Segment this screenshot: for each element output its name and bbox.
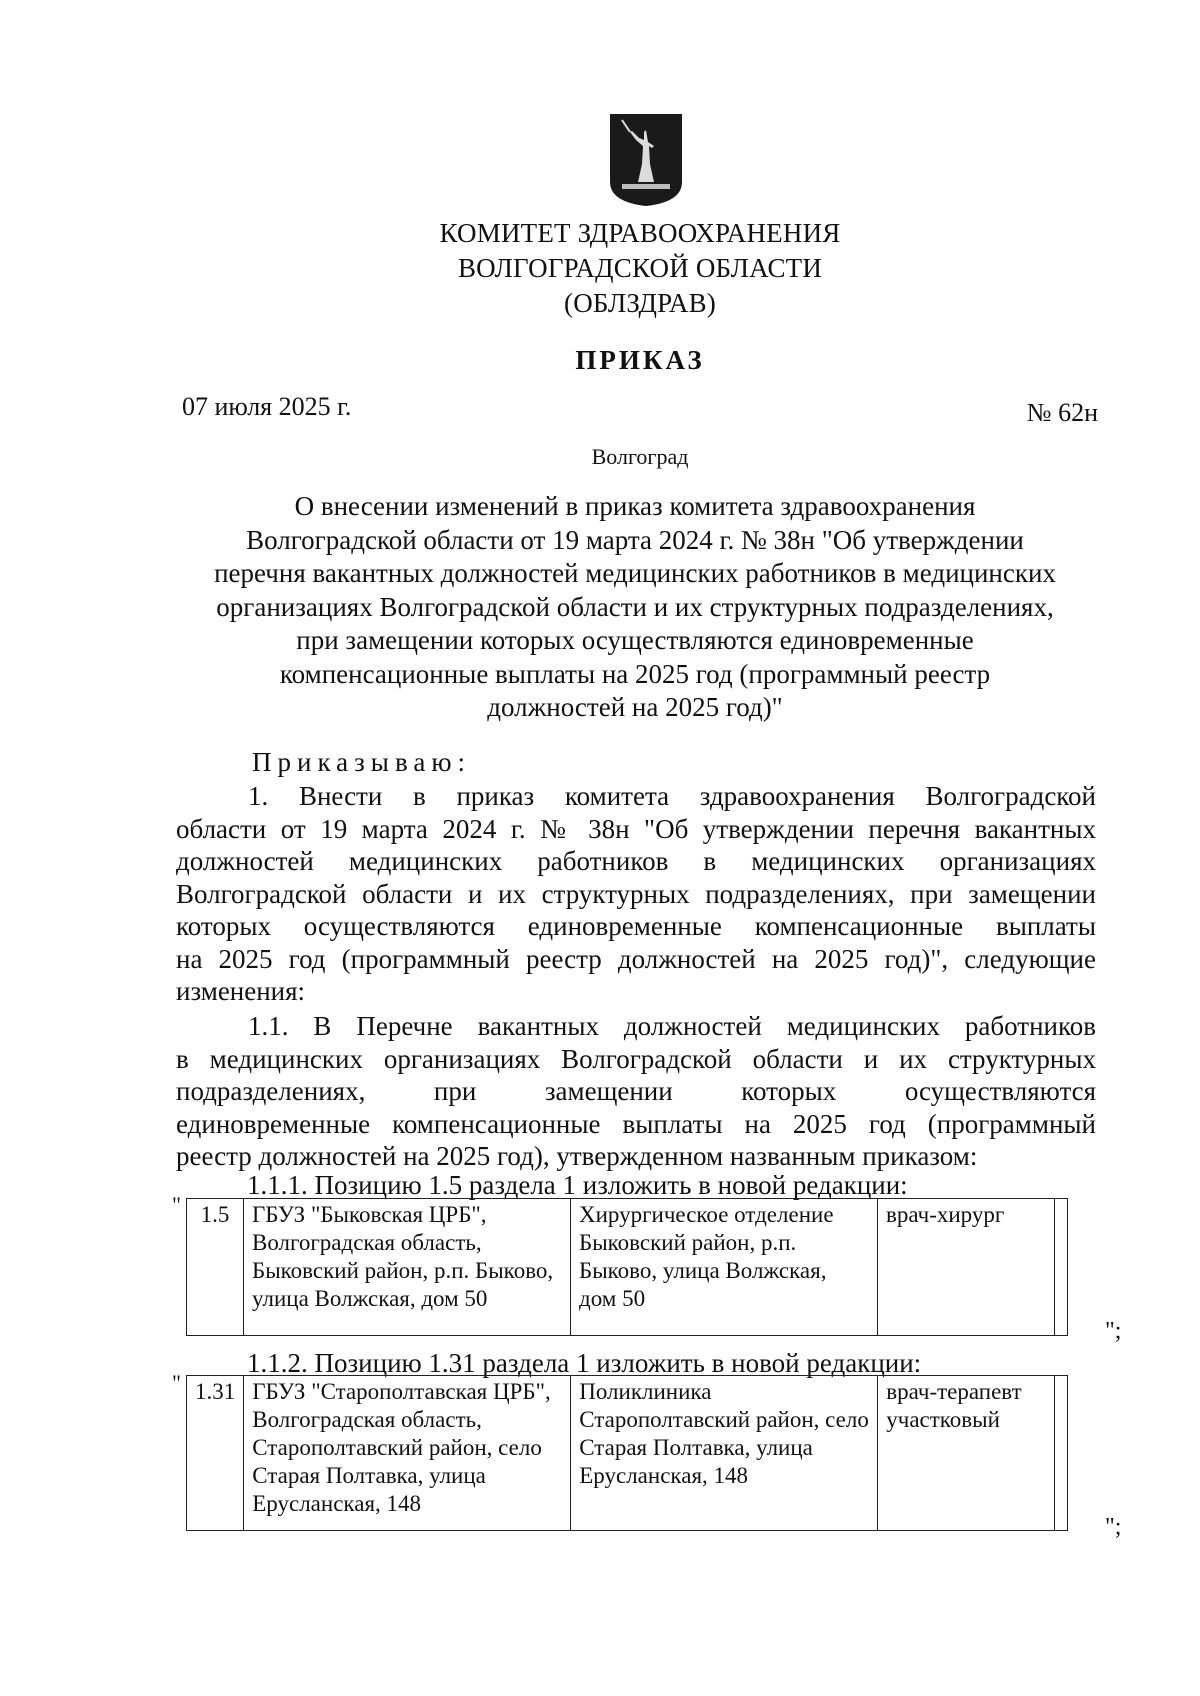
document-city: Волгоград bbox=[591, 444, 689, 469]
paragraph-1-1 bbox=[176, 1010, 1096, 1173]
document-number: № 62н bbox=[1026, 398, 1098, 427]
org-line: (ОБЛЗДРАВ) bbox=[564, 288, 716, 318]
organization-name bbox=[300, 216, 980, 321]
org-line: ВОЛГОГРАДСКОЙ ОБЛАСТИ bbox=[457, 253, 823, 283]
quote-open-mark: " bbox=[172, 1192, 181, 1217]
table-row bbox=[187, 1199, 1068, 1336]
order-word: Приказываю: bbox=[252, 747, 471, 777]
paragraph-line: 1. Внести в приказ комитета здравоохранения Волгоградской bbox=[248, 781, 1096, 811]
org-line: КОМИТЕТ ЗДРАВООХРАНЕНИЯ bbox=[439, 218, 841, 248]
document-type: ПРИКАЗ bbox=[575, 345, 705, 375]
subject-line: перечня вакантных должностей медицинских работников в медицинских bbox=[214, 558, 1056, 588]
document-date: 07 июля 2025 г. bbox=[182, 392, 352, 421]
table-cell-position: врач-терапевт участковый bbox=[878, 1376, 1055, 1531]
subject-line: компенсационные выплаты на 2025 год (программный реестр bbox=[279, 658, 991, 689]
paragraph-line: единовременные компенсационные выплаты на 2025 год (программный bbox=[176, 1108, 1096, 1139]
quote-open-mark: " bbox=[172, 1370, 181, 1395]
paragraph-line: 1.1. В Перечне вакантных должностей медицинских работников bbox=[248, 1011, 1096, 1041]
quote-close-mark: "; bbox=[1105, 1318, 1122, 1344]
paragraph-line: на 2025 год (программный реестр должностей на 2025 год)", следующие bbox=[176, 943, 1096, 974]
subitem-1-1-1: 1.1.1. Позицию 1.5 раздела 1 изложить в новой редакции: bbox=[247, 1170, 908, 1200]
table-cell-position: врач-хирург bbox=[878, 1199, 1055, 1336]
subject-line: должностей на 2025 год)" bbox=[487, 692, 783, 722]
subject-line: О внесении изменений в приказ комитета здравоохранения bbox=[294, 491, 976, 521]
table-cell-organization: ГБУЗ "Старополтавская ЦРБ", Волгоградская область, Старополтавский район, село Старая Полтавка, улица Ерусланская, 148 bbox=[244, 1376, 571, 1531]
document-subject bbox=[175, 490, 1095, 725]
table-cell-number: 1.31 bbox=[187, 1376, 244, 1531]
paragraph-line: подразделениях, при замещении которых осуществляются bbox=[176, 1076, 1096, 1106]
paragraph-1 bbox=[176, 780, 1096, 1008]
paragraph-line: изменения: bbox=[176, 976, 306, 1006]
subject-line: Волгоградской области от 19 марта 2024 г. № 38н "Об утверждении bbox=[246, 524, 1024, 555]
paragraph-line: Волгоградской области и их структурных подразделениях, при замещении bbox=[176, 878, 1096, 909]
paragraph-line: должностей медицинских работников в медицинских организациях bbox=[176, 846, 1096, 876]
position-table-1-31 bbox=[186, 1375, 1068, 1531]
paragraph-line: области от 19 марта 2024 г. № 38н "Об утверждении перечня вакантных bbox=[176, 813, 1096, 844]
volgograd-emblem-icon bbox=[608, 112, 684, 208]
paragraph-line: реестр должностей на 2025 год), утвержденном названным приказом: bbox=[176, 1141, 978, 1171]
subitem-1-1-2: 1.1.2. Позицию 1.31 раздела 1 изложить в новой редакции: bbox=[247, 1348, 922, 1378]
subject-line: организациях Волгоградской области и их структурных подразделениях, bbox=[216, 591, 1054, 622]
table-cell-number: 1.5 bbox=[187, 1199, 244, 1336]
table-row bbox=[187, 1376, 1068, 1531]
table-cell-organization: ГБУЗ "Быковская ЦРБ", Волгоградская область, Быковский район, р.п. Быково, улица Волжская, дом 50 bbox=[244, 1199, 571, 1336]
quote-close-mark: "; bbox=[1105, 1514, 1122, 1540]
table-cell-unit: Поликлиника Старополтавский район, село Старая Полтавка, улица Ерусланская, 148 bbox=[571, 1376, 878, 1531]
table-cell-empty bbox=[1055, 1199, 1068, 1336]
paragraph-line: которых осуществляются единовременные компенсационные выплаты bbox=[176, 911, 1096, 941]
subject-line: при замещении которых осуществляются единовременные bbox=[296, 625, 974, 655]
table-cell-empty bbox=[1055, 1376, 1068, 1531]
position-table-1-5 bbox=[186, 1198, 1068, 1336]
table-cell-unit: Хирургическое отделение Быковский район, р.п. Быково, улица Волжская, дом 50 bbox=[571, 1199, 878, 1336]
paragraph-line: в медицинских организациях Волгоградской области и их структурных bbox=[176, 1043, 1096, 1074]
